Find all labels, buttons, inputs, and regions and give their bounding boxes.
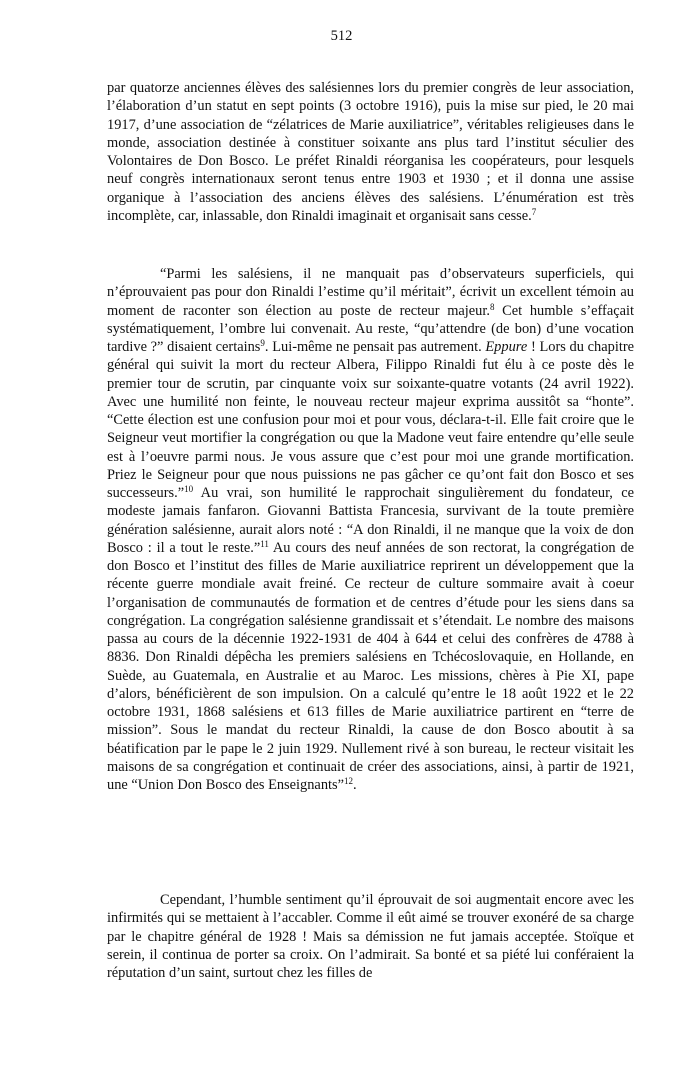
italic-eppure: Eppure [485, 339, 528, 355]
paragraph-2-text-4: ! Lors du chapitre général qui suivit la mort du recteur Albera, Filippo Rinaldi fut élu à ce poste dès le premier tour de scrutin, par cinquante voix sur soixante-quatre votants (24 avril 1922). Avec une humilité non feinte, le nouveau recteur majeur exprima aussitôt sa “honte”. “Cette élection est une confusion pour moi et pour vous, déclara-t-il. Elle fait croire que le Seigneur veut mortifier la congrégation ou que la Madone veut faire entendre qu’elle seule est à l’oeuvre parmi nous. Je vous assure que c’est pour moi une grande mortification. Priez le Seigneur pour que nous puissions ne pas gâcher ce qu’ont fait don Bosco et ses successeurs.” [107, 339, 635, 501]
paragraph-2-text-1: “Parmi les salésiens, il ne manquait pas d’observateurs superficiels, qui n’éprouvaient pas pour don Rinaldi l’estime qu’il méritait”, écrivit un excellent témoin au moment de raconter son élection au poste de recteur majeur. [107, 266, 634, 319]
paragraph-2-text-6: Au cours des neuf années de son rectorat, la congrégation de don Bosco et l’institut des filles de Marie auxiliatrice reprirent un développement que la récente guerre mondiale avait freiné. Ce recteur de culture sommaire avait à coeur l’organisation de communautés de formation et de centres d’étude pour les siens dans sa congrégation. La congrégation salésienne grandissait et s’étendait. Le nombre des maisons passa au cours de la décennie 1922-1931 de 404 à 644 et celui des confrères de 4788 à 8836. Don Rinaldi dépêcha les premiers salésiens en Tchécoslovaquie, en Hollande, en Suède, au Guatemala, en Australie et au Maroc. Les missions, chères à Pie XI, pape d’alors, bénéficièrent de son impulsion. On a calculé qu’entre le 18 août 1922 et le 22 octobre 1931, 1868 salésiens et 613 filles de Marie auxiliatrice partirent en “terre de mission”. Sous le mandat du recteur Rinaldi, la cause de don Bosco aboutit à sa béatification par le pape le 2 juin 1929. Nullement rivé à son bureau, le recteur visitait les maisons de sa congrégation et continuait de créer des associations, ainsi, à partir de 1921, une “Union Don Bosco des Enseignants” [107, 539, 634, 793]
paragraph-2-text-7: . [353, 777, 357, 793]
paragraph-2-text-3: . Lui-même ne pensait pas autrement. [264, 339, 486, 355]
footnote-ref-12: 12 [344, 776, 354, 786]
footnote-ref-11: 11 [260, 538, 269, 549]
page-number: 512 [330, 28, 353, 44]
footnote-ref-9: 9 [260, 338, 265, 348]
footnote-ref-7: 7 [531, 206, 537, 217]
paragraph-3-text: Cependant, l’humble sentiment qu’il éprouvait de soi augmentait encore avec les infirmités qui se mettaient à l’accabler. Comme il eût aimé se trouver exonéré de sa charge par le chapitre général de 1928 ! Mais sa démission ne fut jamais acceptée. Stoïque et serein, il continua de porter sa croix. On l’admirait. Sa bonté et sa piété lui conféraient la réputation d’un saint, surtout chez les filles de [107, 892, 634, 981]
paragraph-1 [107, 79, 634, 225]
footnote-ref-8: 8 [489, 301, 495, 312]
paragraph-2-text-5: Au vrai, son humilité le rapprochait singulièrement du fondateur, ce modeste jamais fanfaron. Giovanni Battista Francesia, survivant de la toute première génération salésienne, aurait alors noté : “A don Rinaldi, il ne manque que la voix de don Bosco : il a tout le reste.” [107, 485, 634, 556]
paragraph-3 [107, 891, 634, 982]
paragraph-2-text-2: Cet humble s’effaçait systématiquement, l’ombre lui convenait. Au reste, “qu’attendre (de bon) d’une vocation tardive ?” disaient certains [107, 302, 634, 355]
paragraph-1-text: par quatorze anciennes élèves des salésiennes lors du premier congrès de leur association, l’élaboration d’un statut en sept points (3 octobre 1916), puis la mise sur pied, le 20 mai 1917, d’une association de “zélatrices de Marie auxiliatrice”, véritables religieuses dans le monde, association destinée à constituer soixante ans plus tard l’institut séculier des Volontaires de Don Bosco. Le préfet Rinaldi réorganisa les coopérateurs, pour lesquels neuf congrès internationaux seront tenus entre 1903 et 1930 ; et il donna une assise organique à l’association des anciens élèves des salésiens. L’énumération est très incomplète, car, inlassable, don Rinaldi imaginait et organisait sans cesse. [107, 80, 634, 224]
paragraph-2 [107, 265, 634, 794]
footnote-ref-10: 10 [184, 484, 194, 494]
